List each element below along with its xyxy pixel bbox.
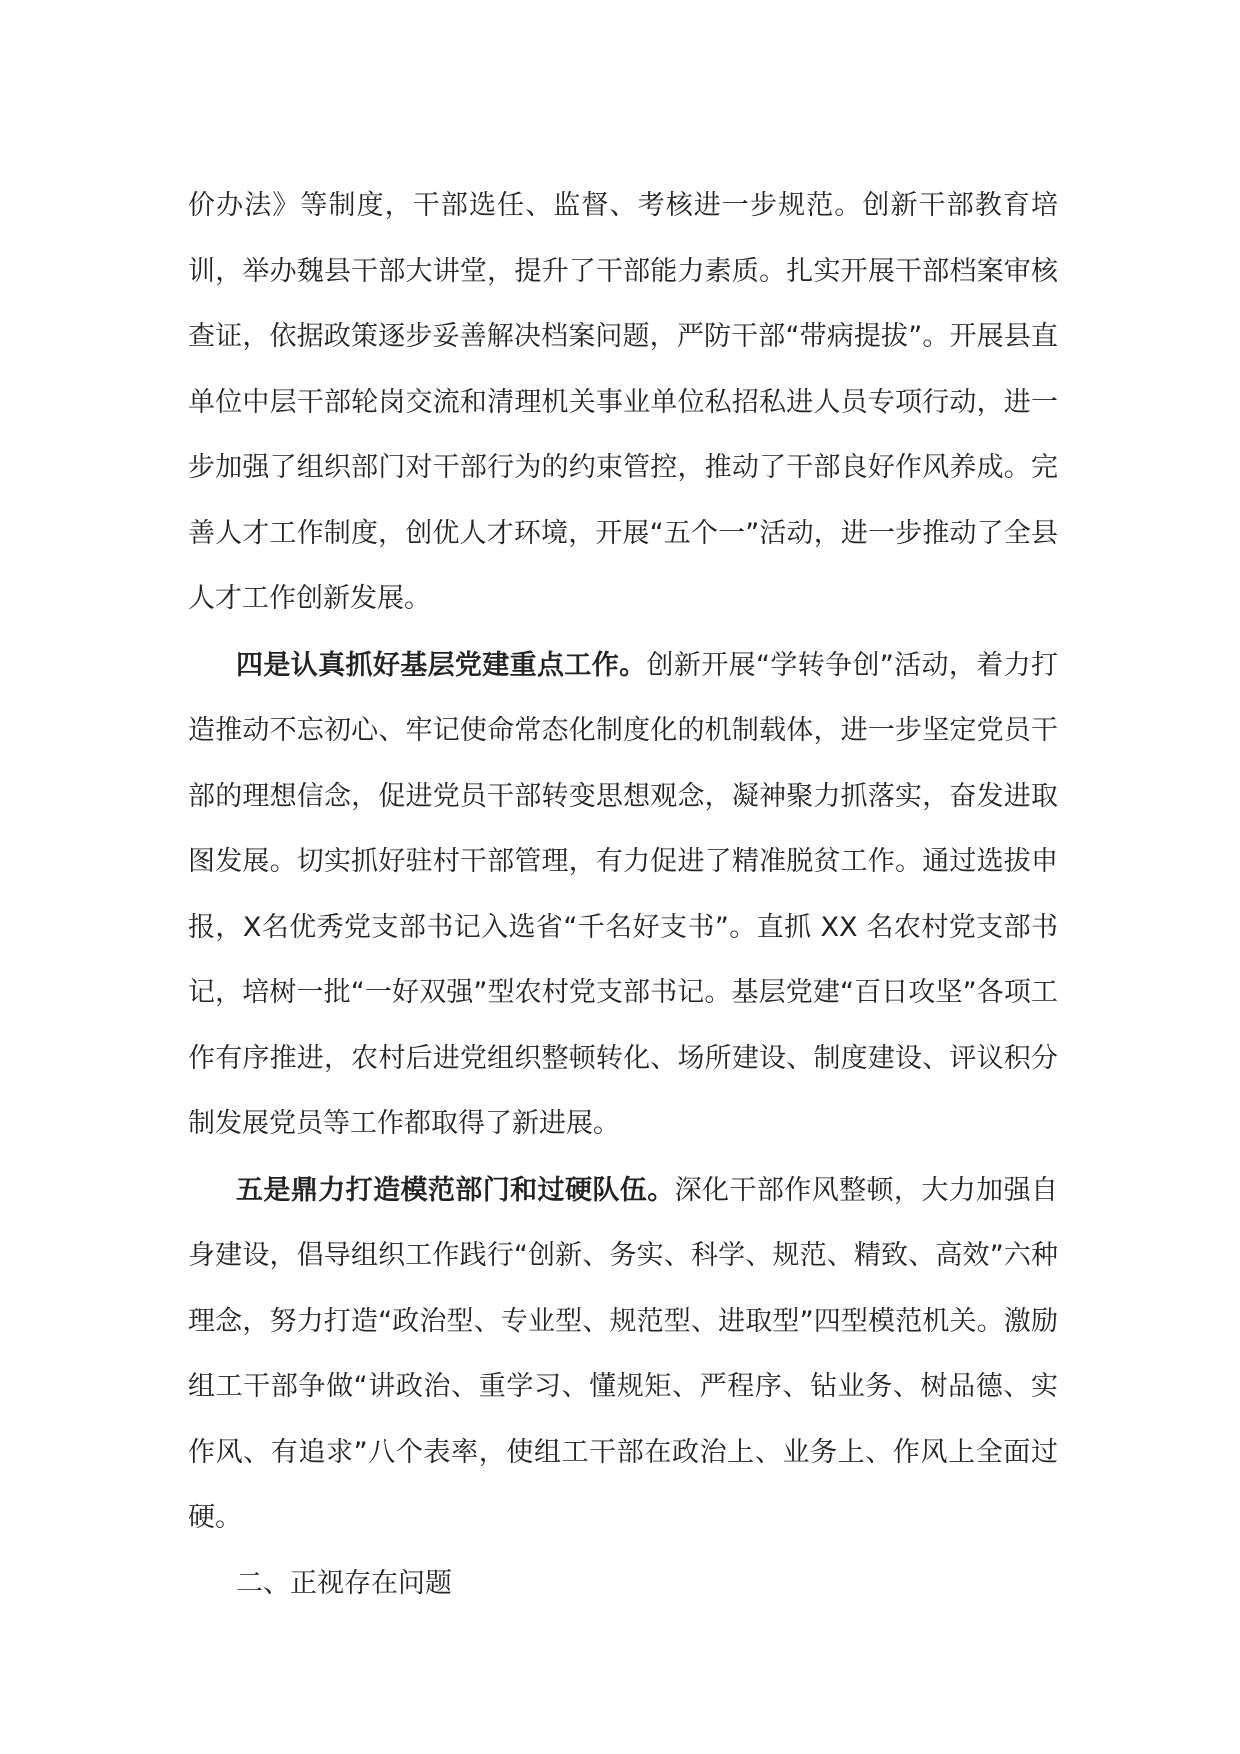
paragraph-continuation bbox=[188, 173, 1058, 632]
paragraph-lead-heading: 四是认真抓好基层党建重点工作。 bbox=[236, 649, 647, 681]
section-heading: 二、正视存在问题 bbox=[236, 1567, 452, 1599]
paragraph-text: 创新开展“学转争创”活动，着力打造推动不忘初心、牢记使命常态化制度化的机制载体，进一步坚定党员干部的理想信念，促进党员干部转变思想观念，凝神聚力抓落实，奋发进取图发展。切实抓好驻村干部管理，有力促进了精准脱贫工作。通过选拔申报，X名优秀党支部书记入选省“千名好支书”。直抓 XX 名农村党支部书记，培树一批“一好双强”型农村党支部书记。基层党建“百日攻坚”各项工作有序推进，农村后进党组织整顿转化、场所建设、制度建设、评议积分制发展党员等工作都取得了新进展。 bbox=[188, 649, 1058, 1139]
paragraph-grassroots-party-building bbox=[188, 633, 1058, 1157]
paragraph-lead-heading: 五是鼎力打造模范部门和过硬队伍。 bbox=[236, 1174, 675, 1206]
paragraph-text: 价办法》等制度，干部选任、监督、考核进一步规范。创新干部教育培训，举办魏县干部大讲堂，提升了干部能力素质。扎实开展干部档案审核查证，依据政策逐步妥善解决档案问题，严防干部“带病提拔”。开展县直单位中层干部轮岗交流和清理机关事业单位私招私进人员专项行动，进一步加强了组织部门对干部行为的约束管控，推动了干部良好作风养成。完善人才工作制度，创优人才环境，开展“五个一”活动，进一步推动了全县人才工作创新发展。 bbox=[188, 190, 1058, 614]
paragraph-text: 深化干部作风整顿，大力加强自身建设，倡导组织工作践行“创新、务实、科学、规范、精致、高效”六种理念，努力打造“政治型、专业型、规范型、进取型”四型模范机关。激励组工干部争做“讲政治、重学习、懂规矩、严程序、钻业务、树品德、实作风、有追求”八个表率，使组工干部在政治上、业务上、作风上全面过硬。 bbox=[188, 1174, 1059, 1533]
document-body bbox=[188, 173, 1058, 1616]
paragraph-model-department bbox=[188, 1158, 1058, 1551]
